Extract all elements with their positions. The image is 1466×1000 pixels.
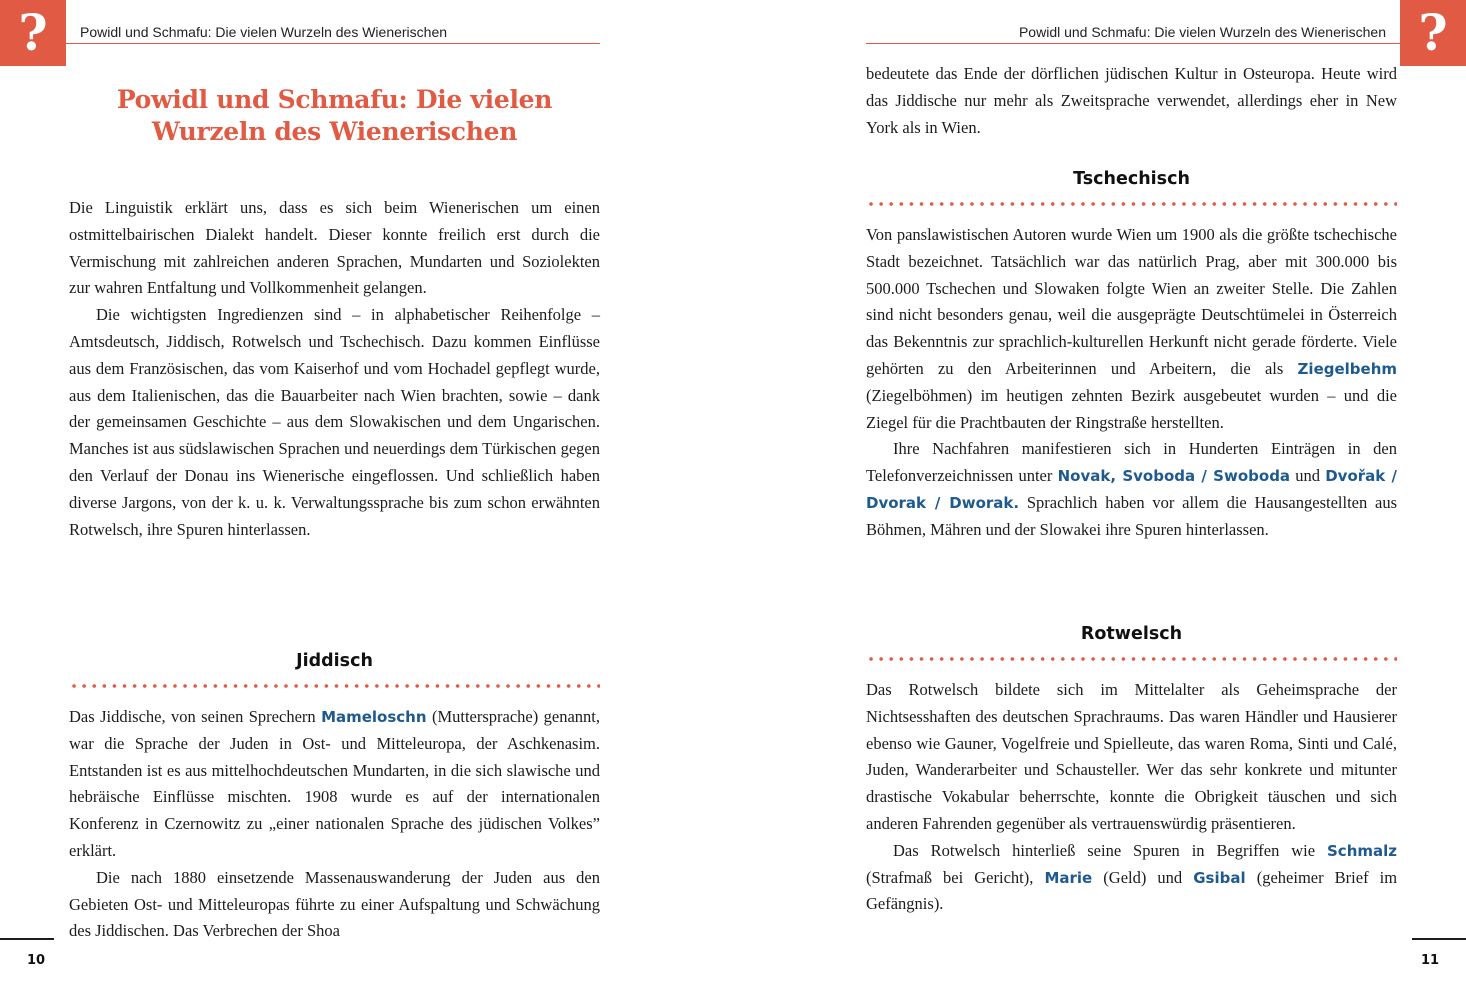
- term-highlight: Mameloschn: [321, 708, 427, 726]
- tschechisch-paragraph-2: [866, 436, 1397, 543]
- dotted-divider: [866, 201, 1397, 207]
- text-run: Sprachlich haben vor allem die Hausangestellten aus Böhmen, Mähren und der Slowakei ihre Spuren hinterlassen.: [866, 492, 1398, 539]
- header-rule: [66, 43, 600, 44]
- text-run: Von panslawistischen Autoren wurde Wien um 1900 als die größte tschechische Stadt bezeichnet. Tatsächlich war das natürlich Prag, aber mit 300.000 bis 500.000 Tschechen und Slowaken folgte Wien an zweiter Stelle. Die Zahlen sind nicht besonders genau, weil die ausgeprägte Deutschtümelei in Österreich das Bekenntnis zur sprachlich-kulturellen Herkunft nicht gerade förderte. Viele gehörten zu den Arbeiterinnen und Arbeitern, die als: [866, 225, 1397, 378]
- term-highlight: Dvořak / Dvorak / Dworak.: [866, 467, 1398, 512]
- rotwelsch-paragraph-1: Das Rotwelsch bildete sich im Mittelalter als Geheimsprache der Nichtsesshaften des deutschen Sprachraums. Das waren Händler und Hausierer ebenso wie Gauner, Vogelfreie und Spielleute, das waren Roma, Sinti und Calé, Juden, Wanderarbeiter und Schausteller. Wer das sehr konkrete und mitunter drastische Vokabular beherrschte, konnte die Obrigkeit täuschen und sich anderen Fahrenden gegenüber als vertrauenswürdig präsentieren.: [866, 680, 1397, 833]
- jiddisch-text: [69, 704, 600, 945]
- term-highlight: Schmalz: [1327, 841, 1397, 860]
- dotted-divider: [69, 683, 600, 689]
- page-number: 10: [27, 953, 46, 968]
- footer-rule: [0, 938, 54, 940]
- tschechisch-paragraph-1: [866, 222, 1397, 436]
- rotwelsch-text: [866, 677, 1397, 918]
- text-run: (geheimer Brief im Gefängnis).: [866, 867, 1398, 914]
- page-number: 11: [1421, 953, 1440, 968]
- question-mark-icon: ?: [0, 0, 66, 66]
- section-heading-tschechisch: Tschechisch: [1073, 169, 1190, 189]
- intro-text: [69, 195, 600, 543]
- dotted-divider: [866, 656, 1397, 662]
- text-run: (Muttersprache) genannt, war die Sprache der Juden in Ost- und Mitteleuropa, der Aschkenasim. Entstanden ist es aus mittelhochdeutschen Mundarten, in die sich slawische und hebräische Einflüsse mischten. 1908 wurde es auf der internationalen Konferenz in Czernowitz zu „einer nationalen Sprache des jüdischen Volkes” erklärt.: [69, 707, 601, 860]
- text-run: Ihre Nachfahren manifestieren sich in Hunderten Einträgen in den Telefonverzeichnissen unter: [866, 439, 1397, 486]
- text-run: Das Jiddische, von seinen Sprechern: [69, 707, 316, 726]
- chapter-title: Powidl und Schmafu: Die vielen Wurzeln des Wienerischen: [116, 85, 553, 146]
- jiddisch-paragraph-2: Die nach 1880 einsetzende Massenauswanderung der Juden aus den Gebieten Ost- und Mitteleuropas führte zu einer Aufspaltung und Schwächung des Jiddischen. Das Verbrechen der Shoa: [69, 867, 600, 941]
- running-header: Powidl und Schmafu: Die vielen Wurzeln des Wienerischen: [1018, 24, 1386, 40]
- running-header: Powidl und Schmafu: Die vielen Wurzeln des Wienerischen: [80, 24, 448, 40]
- tschechisch-text: [866, 222, 1397, 544]
- footer-rule: [1412, 938, 1466, 940]
- rotwelsch-paragraph-2: [866, 838, 1397, 918]
- continuation-text: [866, 61, 1397, 141]
- term-highlight: Gsibal: [1193, 868, 1246, 887]
- term-highlight: Marie: [1044, 868, 1093, 887]
- intro-paragraph-1: Die Linguistik erklärt uns, dass es sich beim Wienerischen um einen ostmittelbairischen Dialekt handelt. Dieser konnte freilich erst durch die Vermischung mit zahlreichen anderen Sprachen, Mundarten und Soziolekten zur wahren Entfaltung und Vollkommenheit gelangen.: [69, 198, 600, 298]
- text-run: (Geld) und: [1103, 867, 1183, 887]
- section-heading-rotwelsch: Rotwelsch: [1080, 624, 1183, 644]
- section-heading-jiddisch: Jiddisch: [296, 651, 373, 671]
- term-highlight: Ziegelbehm: [1297, 359, 1398, 378]
- jiddisch-paragraph-1: [69, 704, 600, 865]
- text-run: und: [1295, 466, 1321, 486]
- header-rule: [866, 43, 1400, 44]
- right-page: [733, 0, 1466, 1000]
- term-highlight: Novak, Svoboda / Swoboda: [1057, 467, 1291, 486]
- continuation-paragraph: bedeutete das Ende der dörflichen jüdischen Kultur in Osteuropa. Heute wird das Jiddische nur mehr als Zweitsprache verwendet, allerdings eher in New York als in Wien.: [866, 64, 1397, 137]
- text-run: Das Rotwelsch hinterließ seine Spuren in Begriffen wie: [893, 840, 1316, 860]
- text-run: (Strafmaß bei Gericht),: [866, 867, 1034, 887]
- text-run: (Ziegelböhmen) im heutigen zehnten Bezirk ausgebeutet wurden – und die Ziegel für die Prachtbauten der Ringstraße herstellten.: [866, 385, 1397, 432]
- question-mark-icon: ?: [1400, 0, 1466, 66]
- intro-paragraph-2: Die wichtigsten Ingredienzen sind – in alphabetischer Reihenfolge – Amtsdeutsch, Jiddisch, Rotwelsch und Tschechisch. Dazu kommen Einflüsse aus dem Französischen, das vom Kaiserhof und vom Hochadel gepflegt wurde, aus dem Italienischen, das die Bauarbeiter nach Wien brachten, sowie – dank der gemeinsamen Geschichte – aus dem Slowakischen und dem Ungarischen. Manches ist aus südslawischen Sprachen und neuerdings dem Türkischen gegen den Verlauf der Donau ins Wienerische eingeflossen. Und schließlich haben diverse Jargons, von der k. u. k. Verwaltungssprache bis zum schon erwähnten Rotwelsch, ihre Spuren hinterlassen.: [69, 305, 600, 539]
